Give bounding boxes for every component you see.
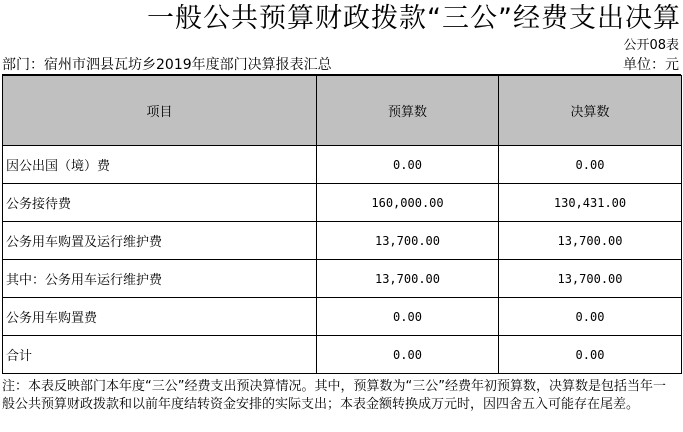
expense-table xyxy=(2,75,682,374)
table-row-total xyxy=(3,336,682,374)
table-row xyxy=(3,146,682,184)
final-cell: 0.00 xyxy=(499,146,682,184)
item-cell: 公务用车购置及运行维护费 xyxy=(3,222,317,260)
footnote: 注：本表反映部门本年度“三公”经费支出预决算情况。其中，预算数为“三公”经费年初预算数，决算数是包括当年一般公共预算财政拨款和以前年度结转资金安排的实际支出；本表金额转换成万元时，因四舍五入可能存在尾差。 xyxy=(2,379,666,412)
column-header-budget: 预算数 xyxy=(317,76,499,146)
final-cell: 130,431.00 xyxy=(499,184,682,222)
budget-cell: 160,000.00 xyxy=(317,184,499,222)
budget-cell: 13,700.00 xyxy=(317,222,499,260)
final-cell: 0.00 xyxy=(499,298,682,336)
budget-cell: 0.00 xyxy=(317,336,499,374)
final-cell: 13,700.00 xyxy=(499,222,682,260)
department-label: 部门：宿州市泗县瓦坊乡2019年度部门决算报表汇总 xyxy=(2,57,332,73)
table-row xyxy=(3,260,682,298)
item-cell: 其中：公务用车运行维护费 xyxy=(3,260,317,298)
item-cell: 合计 xyxy=(3,336,317,374)
final-cell: 0.00 xyxy=(499,336,682,374)
item-cell: 公务接待费 xyxy=(3,184,317,222)
unit-label: 单位：元 xyxy=(623,57,679,73)
item-cell: 因公出国（境）费 xyxy=(3,146,317,184)
budget-cell: 13,700.00 xyxy=(317,260,499,298)
table-row xyxy=(3,222,682,260)
budget-cell: 0.00 xyxy=(317,146,499,184)
table-header-row xyxy=(3,76,682,146)
column-header-final: 决算数 xyxy=(499,76,682,146)
form-number: 公开08表 xyxy=(623,38,679,53)
budget-cell: 0.00 xyxy=(317,298,499,336)
table-row xyxy=(3,298,682,336)
final-cell: 13,700.00 xyxy=(499,260,682,298)
page-title: 一般公共预算财政拨款“三公”经费支出决算 xyxy=(147,3,681,34)
table-row xyxy=(3,184,682,222)
column-header-item: 项目 xyxy=(3,76,317,146)
item-cell: 公务用车购置费 xyxy=(3,298,317,336)
